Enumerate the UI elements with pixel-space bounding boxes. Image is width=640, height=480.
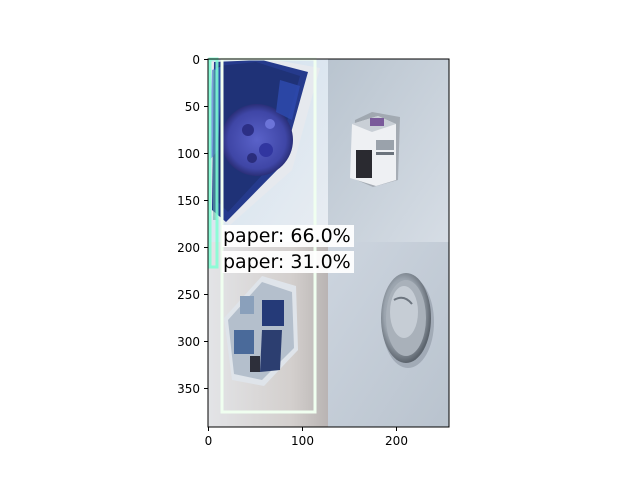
x-tick-label: 100 <box>291 434 314 448</box>
y-tick-label: 100 <box>177 147 200 161</box>
y-tick-label: 150 <box>177 194 200 208</box>
small-box-panel <box>328 59 449 242</box>
x-tick-label: 200 <box>385 434 408 448</box>
y-tick-label: 50 <box>184 100 200 114</box>
y-tick-label: 200 <box>177 241 200 255</box>
pizza-box-panel <box>208 59 328 242</box>
y-axis <box>177 53 208 396</box>
x-tick-label: 0 <box>204 434 213 448</box>
y-tick-label: 300 <box>177 335 200 349</box>
x-axis <box>205 427 408 448</box>
detection-label-1: paper: 66.0% <box>222 225 354 247</box>
y-tick-label: 250 <box>177 288 200 302</box>
detection-label-2: paper: 31.0% <box>222 251 354 273</box>
y-tick-label: 350 <box>177 382 200 396</box>
y-tick-label: 0 <box>192 53 200 67</box>
